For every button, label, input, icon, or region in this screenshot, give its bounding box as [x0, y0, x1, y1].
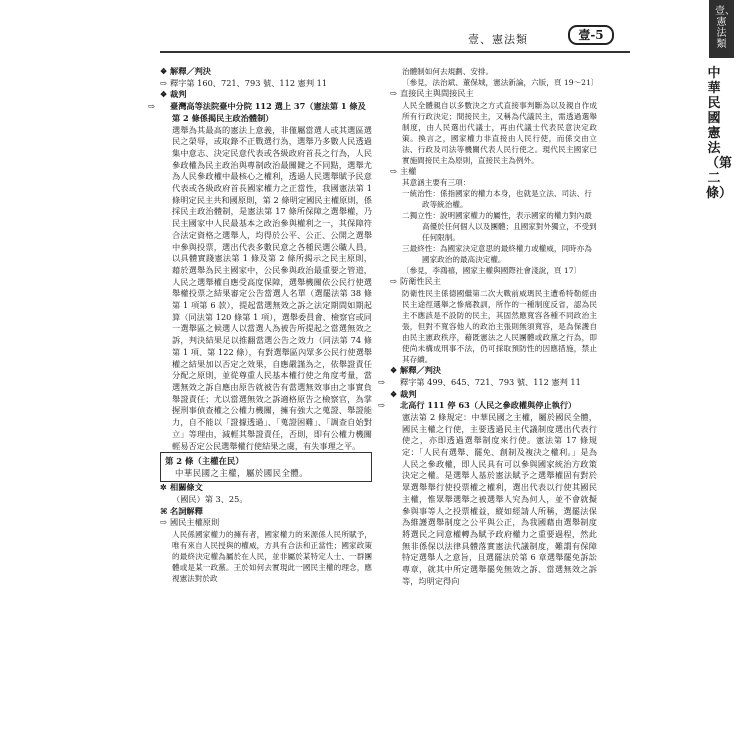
- term-body: 防衛性民主係德國繼第二次大戰前威瑪民主遭希特勒經由民主途徑選舉之慘痛教訓，所作的一種制度反省，認為民主不應該是不設防的民主，其固然應寬容各種不同政治主張，但對不寬容他人的政治主張則無須寬容，是為保護自由民主憲政秩序，藉既憲法之人民團體或政黨之行為，即使尚未構成刑事不法，仍可採取預防性的因應措施，禁止其存續。: [402, 289, 597, 365]
- article-box: [160, 452, 372, 482]
- article-title: 第 2 條（主權在民）: [165, 456, 244, 467]
- term-body: 人民全體親自以多數決之方式直接事判斷為以及親自作成所有行政決定；間接民主，又稱為代議民主，需透過選舉制度，由人民選出代議士，再由代議士代表民意決定政策。換言之，國家權力非直接由人民行使，而係交由立法、行政及司法等機關代表人民行使之。現代民主國家已實施間接民主為原則，直接民主為例外。: [402, 100, 597, 165]
- judgment-heading: ❖ 裁判: [160, 89, 187, 100]
- section-tab: [709, 0, 734, 58]
- bullet-icon: ❖: [160, 66, 168, 76]
- arrow-icon: ⇨: [378, 376, 385, 387]
- case-body: 選舉為其最高的憲法上意義，非僅屬當選人或其選區選民之榮辱，或取錄不正戰選行為，選舉乃多數人民透過集中意志、決定民意代表或各級政府首長之行為，人民參政權為民主政治與專制政治最關鍵之不同點，選舉尤為人民參政權中最核心之權利，透過人民選舉賦予民意代表或各級政府首長國家權力之正當性，我國憲法第 1 條明定民主共和國原則，第 2 條明定國民主權原則，係採民主政治體制，是憲法第 17 條所保障之選舉權，乃民主國家中人民最基本之政治參與權利之一，其保障符合法定資格之選舉人，均得於公平、公正、公開之選舉中參與投票，選出代表多數民意之各種民選公職人員，以具體實踐憲法第 1 條及第 2 條所揭示之民主原則，藉於選舉為民主國家中，公民參與政治最重要之管道，人民之選舉權自應受高度保障，選舉機關依公民行使選舉權投票之結果審定公告當選人名單（選罷法第 38 條第 1 項第 6 款），提起當選無效之訴之法定期間如期起算（同法第 120 條第 1 項），選舉委員會、檢察官或同一選舉區之候選人以當選人為被告所提起之當選無效之訴，判決結果足以推翻當選公告之效力（同法第 74 條第 1 項、第 122 條），有對選舉區內眾多公民行使選舉權之結果加以否定之效果，自應嚴謹為之，依舉證責任分配之原則，並從尊重人民基本權行使之角度考量，當選無效之訴自應由原告就被告有當選無效事由之事實負舉證責任；尤以當選無效之訴適格原告之檢察官，為掌握刑事偵查權之公權力機關，擁有強大之蒐證、舉證能力，自不能以「證據透過」、「蒐證困難」、「調查自始對立」等理由，減輕其舉證責任，否則，即有公權力機關輕易否定公民選舉權行使結果之虞，有失事理之平。: [172, 124, 372, 451]
- right-column: [378, 66, 599, 587]
- interpretation-line: ⇨ 釋字第 499、645、721、793 號、112 憲判 11: [378, 376, 581, 387]
- explain-heading: ❖ 解釋／判決: [390, 365, 441, 376]
- list-item: 三最終性：為國家決定意思的最終權力或權威，同時亦為國家政治的最高決定權。: [402, 244, 592, 265]
- term-body: 人民係國家權力的擁有者，國家權力的來源係人民所賦予，唯有來自人民授與的權威，方具有合法和正當性；國家政策的最終決定權為屬於在人民，並非屬於某特定人士、一群團體或是某一政黨。王於如何去實現此一國民主權的理念，應視憲法對於政: [172, 530, 372, 584]
- arrow-icon: ⇨: [160, 517, 167, 528]
- case-title: ⇨ 臺灣高等法院臺中分院 112 選上 37（憲法第 1 條及第 2 條係揭民主政治體制）: [148, 101, 366, 123]
- continued-text: 治體制如何去規劃、安排。: [402, 67, 494, 76]
- bullet-icon: ❖: [390, 388, 398, 399]
- arrow-icon: ⇨: [378, 400, 385, 411]
- judgment-heading: ❖ 裁判: [390, 388, 417, 399]
- header-section-title: 壹、憲法類: [468, 33, 528, 46]
- terms-heading: ⌘ 名詞解釋: [160, 505, 203, 516]
- related-body: （國民）第 3、25。: [172, 493, 248, 504]
- arrow-icon: ⇨: [148, 101, 155, 112]
- running-title: 中華民國憲法（第二條）: [706, 66, 733, 201]
- term-title: ⇨ 國民主權原則: [160, 517, 220, 528]
- term-reference: 〔參見，李鴻禧，國家主權與國際社會淺說，頁 17〕: [402, 266, 582, 276]
- section-tab-label: 壹、憲法類: [715, 6, 735, 50]
- left-column: [148, 66, 372, 584]
- term-title: ⇨ 直接民主與間接民主: [390, 88, 474, 98]
- list-item: 一統治性：係指國家的權力本身，也就是立法、司法、行政等統治權。: [402, 189, 592, 210]
- header-page-number: 壹-5: [568, 25, 614, 45]
- header-rule: [160, 51, 630, 53]
- related-heading: ✲ 相關條文: [160, 482, 203, 493]
- bullet-icon: ✲: [160, 482, 167, 493]
- arrow-icon: ⇨: [390, 276, 397, 287]
- arrow-icon: ⇨: [390, 88, 397, 98]
- case-title: ⇨ 北高行 111 停 63（人民之參政權與停止執行）: [378, 400, 577, 411]
- explain-heading: ❖ 解釋／判決: [160, 66, 211, 76]
- case-body: 憲法第 2 條規定：中華民國之主權，屬於國民全體，國民主權之行使，主要透過民主代議制度選出代表行使之，亦即透過選舉制度來行使。憲法第 17 條規定：「人民有選舉、罷免、創制及複決之權利。」是為人民之參政權，即人民具有可以參與國家統治方政策決定之權。是選舉人基於憲法賦予之選舉權固有對於眾選舉舉行使投票權之權利，選出代表以行使其國民主權，惟眾舉選舉之被選舉人究為何人，並不會就擬參與事等人之投票權益，縱如經請人所稱，選罷法保為維護選舉制度之公平與公正，為我國藉由選舉制度將選民之同意權轉為賦予政府權力之重要過程，然此無非係保以法律具體落實憲法代議制度，難謂有保障特定選舉人之意旨，且選罷法於第 6 章選舉罷免訴訟專章，就其中所定選舉罷免無效之訴、當選無效之訴等，均明定得向: [402, 411, 597, 586]
- bullet-icon: ⌘: [160, 505, 168, 516]
- list-item: 二獨立性：說明國家權力的屬性，表示國家的權力對內最高優於任何個人以及團體；且國家對外獨立，不受到任何限制。: [402, 211, 597, 243]
- arrow-icon: ⇨: [160, 77, 167, 88]
- bullet-icon: ❖: [160, 89, 168, 100]
- term-intro: 其意涵主要有三項：: [402, 178, 471, 188]
- bullet-icon: ❖: [390, 365, 398, 376]
- term-title: ⇨ 主權: [390, 165, 417, 176]
- continued-reference: 〔參見，法治斌、董保城，憲法新論，六版，頁 19～21〕: [402, 78, 599, 87]
- term-title: ⇨ 防衛性民主: [390, 276, 441, 287]
- article-text: 中華民國之主權，屬於國民全體。: [175, 468, 309, 479]
- arrow-icon: ⇨: [390, 165, 397, 176]
- interpretation-line: ⇨ 釋字第 160、721、793 號、112 憲判 11: [160, 77, 328, 88]
